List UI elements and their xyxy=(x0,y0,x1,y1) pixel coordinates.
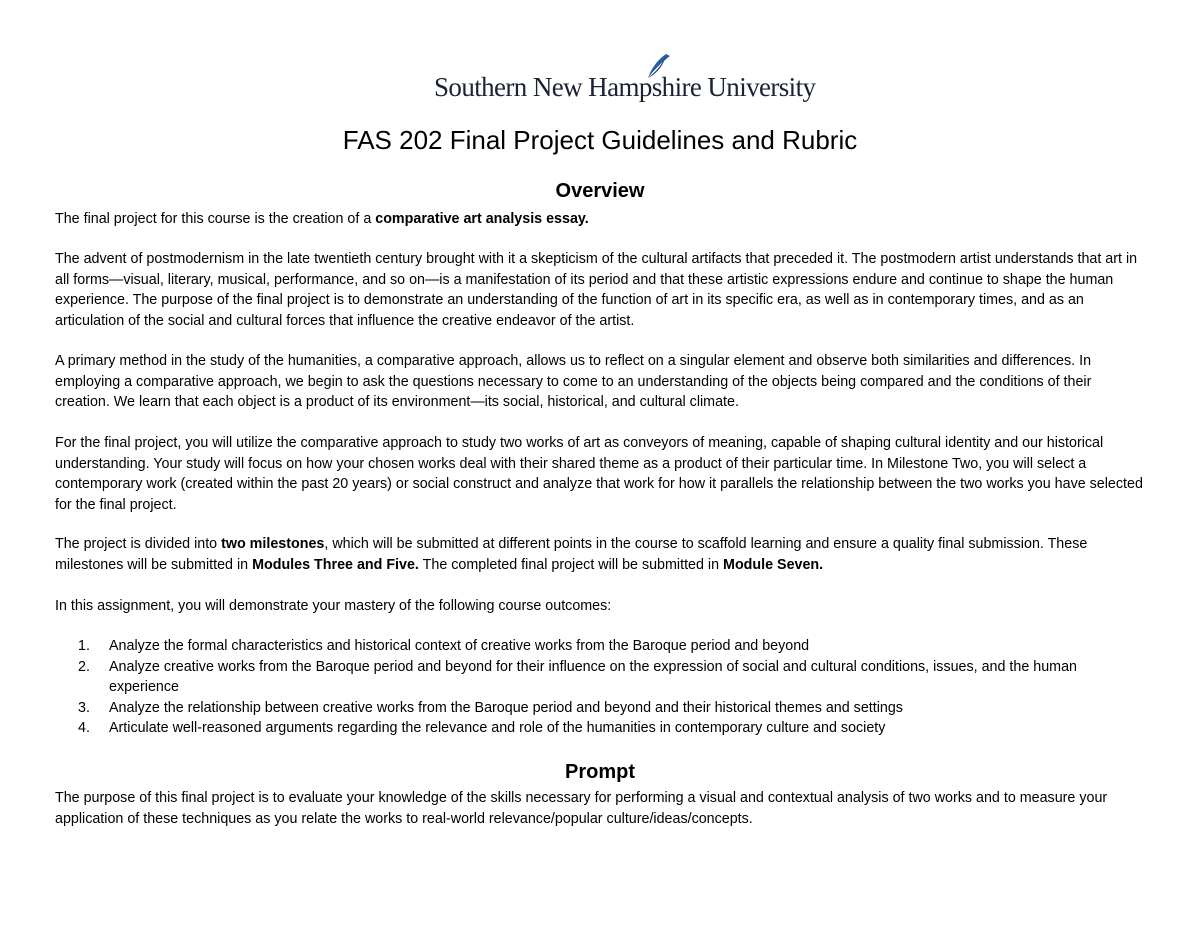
list-number: 2. xyxy=(78,658,90,675)
list-item-text: Analyze the formal characteristics and historical context of creative works from the Baroque period and beyond xyxy=(109,638,810,654)
bold-text: comparative art analysis essay. xyxy=(375,211,589,227)
bold-text: two milestones xyxy=(221,536,325,552)
list-number: 4. xyxy=(78,720,90,736)
list-number: 1. xyxy=(78,638,90,654)
list-item-text: Analyze creative works from the Baroque period and beyond for their influence on the expression of social and cultural conditions, issues, and the human experience xyxy=(109,658,1077,695)
prompt-heading: Prompt xyxy=(565,761,635,783)
logo-wordmark: Southern New Hampshire University xyxy=(434,72,816,102)
text-span: The project is divided into xyxy=(55,536,222,552)
list-item xyxy=(55,657,1150,698)
list-number: 3. xyxy=(78,699,90,716)
bold-text: Modules Three and Five. xyxy=(252,556,419,573)
list-item xyxy=(55,718,1150,739)
prompt-paragraph-1: The purpose of this final project is to evaluate your knowledge of the skills necessary for performing a visual and contextual analysis of two works and to measure your application of these techniques as you relate the works to real-world relevance/popular culture/ideas/concepts. xyxy=(55,790,1108,827)
overview-paragraph-6: In this assignment, you will demonstrate your mastery of the following course outcomes: xyxy=(55,598,612,614)
overview-paragraph-4: For the final project, you will utilize the comparative approach to study two works of art as conveyors of meaning, capable of shaping cultural identity and our historical understanding. Your study will focus on how your chosen works deal with their shared theme as a product of their particular time. In Milestone Two, you will select a contemporary work (created within the past 20 years) or social construct and analyze that work for how it parallels the relationship between the two works you have selected for the final project. xyxy=(55,435,1143,513)
course-outcomes-list xyxy=(55,636,1150,739)
overview-paragraph-1 xyxy=(55,209,1150,230)
overview-paragraph-5 xyxy=(55,534,1150,575)
university-logo xyxy=(434,52,816,104)
overview-heading: Overview xyxy=(555,180,645,202)
text-span: , which will be submitted at different points in the course to scaffold learning and ensure a quality final submission. These milestones will be submitted in xyxy=(55,536,1088,573)
list-item-text: Analyze the relationship between creative works from the Baroque period and beyond and their historical themes and settings xyxy=(109,699,903,716)
overview-paragraph-3: A primary method in the study of the humanities, a comparative approach, allows us to reflect on a singular element and observe both similarities and differences. In employing a comparative approach, we begin to ask the questions necessary to come to an understanding of the objects being compared and the conditions of their creation. We learn that each object is a product of its environment—its social, historical, and cultural climate. xyxy=(55,353,1092,410)
bold-text: Module Seven. xyxy=(723,556,824,573)
list-item-text: Articulate well-reasoned arguments regarding the relevance and role of the humanities in contemporary culture and society xyxy=(109,720,886,736)
list-item xyxy=(55,698,1150,719)
overview-paragraph-2: The advent of postmodernism in the late twentieth century brought with it a skepticism of the cultural artifacts that preceded it. The postmodern artist understands that art in all forms—visual, literary, musical, performance, and so on—is a manifestation of its period and that these artistic expressions endure and continue to shape the human experience. The purpose of the final project is to demonstrate an understanding of the function of art in its specific era, as well as in contemporary times, and as an articulation of the social and cultural forces that influence the creative endeavor of the artist. xyxy=(55,251,1138,329)
text-span: The completed final project will be submitted in xyxy=(418,556,724,573)
text-span: The final project for this course is the creation of a xyxy=(55,211,376,227)
page-title: FAS 202 Final Project Guidelines and Rubric xyxy=(342,125,858,155)
list-item xyxy=(55,636,1150,657)
